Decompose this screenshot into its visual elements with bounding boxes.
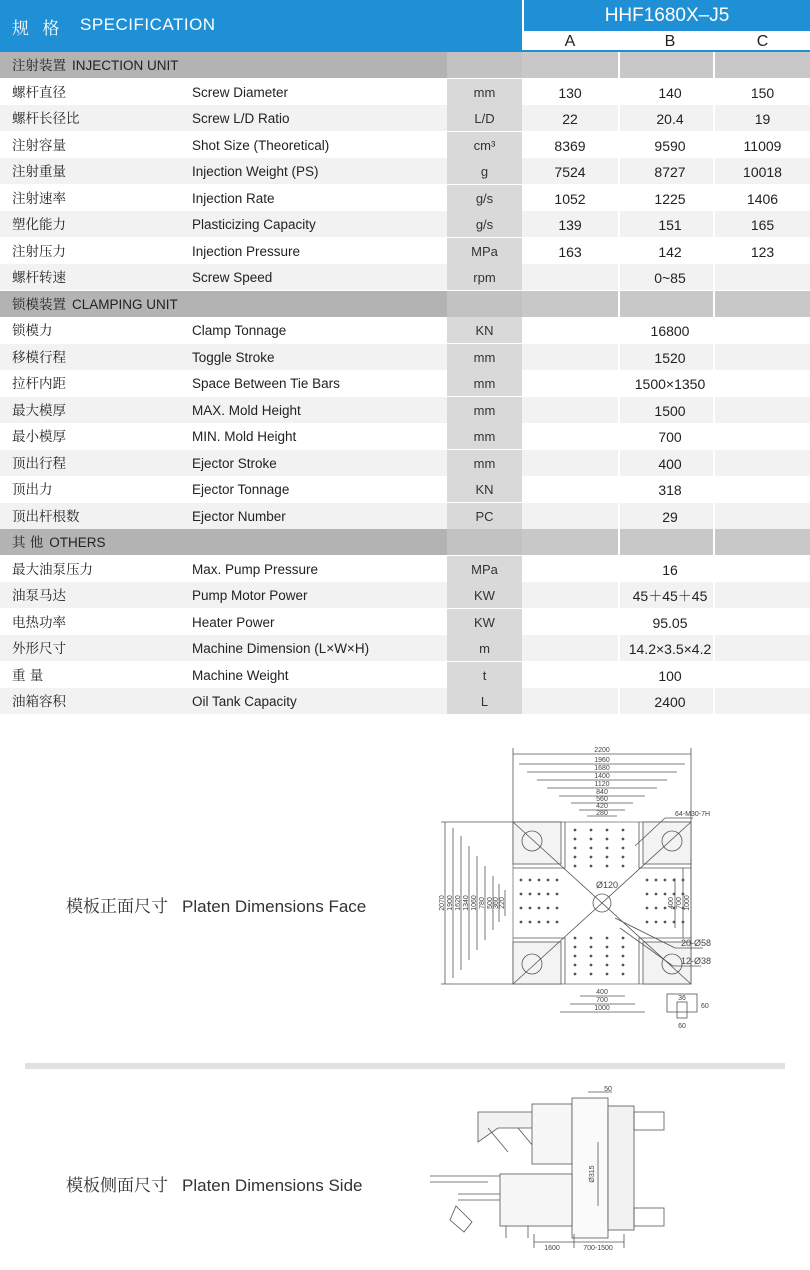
bolt-hole-mark bbox=[590, 829, 593, 832]
bolt-hole-mark bbox=[606, 955, 609, 958]
param-name-cn: 注射重量 bbox=[12, 164, 66, 180]
param-name-cn: 注射容量 bbox=[12, 137, 66, 154]
face-label-cn: 模板正面尺寸 bbox=[66, 897, 168, 917]
bolt-hole-mark bbox=[538, 907, 541, 910]
dim-top-3: 1400 bbox=[594, 773, 610, 780]
bolt-hole-mark bbox=[538, 879, 541, 882]
table-row bbox=[0, 238, 810, 264]
param-unit: mm bbox=[447, 344, 522, 370]
table-row bbox=[0, 609, 810, 635]
bolt-hole-mark bbox=[622, 847, 625, 850]
bolt-hole-mark bbox=[590, 946, 593, 949]
bolt-hole-mark bbox=[622, 865, 625, 868]
bolt-hole-mark bbox=[606, 973, 609, 976]
section-unit-col bbox=[447, 529, 522, 555]
side-label bbox=[66, 1171, 362, 1196]
param-unit: mm bbox=[447, 370, 522, 396]
value-a: 130 bbox=[558, 84, 582, 101]
param-name-en: Shot Size (Theoretical) bbox=[192, 137, 330, 153]
center-hole-label: Ø120 bbox=[595, 880, 619, 890]
bolt-hole-mark bbox=[606, 847, 609, 850]
bolt-hole-mark bbox=[590, 955, 593, 958]
param-name-cn: 注射速率 bbox=[12, 190, 66, 207]
dim-bottom-0: 400 bbox=[596, 989, 608, 996]
param-name-cn: 电热功率 bbox=[12, 614, 66, 631]
param-name-cn: 拉杆内距 bbox=[12, 376, 66, 392]
value-shared: 1500×1350 bbox=[634, 376, 706, 392]
param-name-cn: 顶出行程 bbox=[12, 455, 66, 472]
table-row bbox=[0, 635, 810, 661]
bolt-hole-mark bbox=[529, 879, 532, 882]
table-row bbox=[0, 344, 810, 370]
section-value-col bbox=[522, 529, 810, 555]
table-row bbox=[0, 662, 810, 688]
column-header-a: A bbox=[522, 31, 618, 51]
callout-thread: 64-M30-7H bbox=[675, 811, 711, 818]
bolt-hole-mark bbox=[547, 907, 550, 910]
bolt-hole-mark bbox=[606, 856, 609, 859]
value-shared: 16 bbox=[662, 561, 678, 578]
bolt-hole-mark bbox=[622, 955, 625, 958]
bolt-hole-mark bbox=[574, 964, 577, 967]
param-name-en: Space Between Tie Bars bbox=[192, 376, 340, 391]
param-name-en: Ejector Stroke bbox=[192, 455, 277, 471]
param-unit: mm bbox=[447, 423, 522, 449]
callout-holes-1: 20-Ø58 bbox=[681, 938, 712, 948]
section-title-en: OTHERS bbox=[49, 535, 106, 550]
param-unit: g bbox=[447, 158, 522, 184]
bolt-hole-mark bbox=[574, 856, 577, 859]
dim-top-6: 560 bbox=[596, 796, 608, 803]
table-row bbox=[0, 264, 810, 290]
value-b: 140 bbox=[658, 84, 682, 101]
bolt-hole-mark bbox=[622, 937, 625, 940]
value-c: 123 bbox=[750, 243, 775, 260]
param-name-en: Plasticizing Capacity bbox=[192, 217, 316, 232]
bolt-hole-mark bbox=[606, 838, 609, 841]
bolt-hole-mark bbox=[538, 893, 541, 896]
platen-face-drawing bbox=[435, 738, 735, 1038]
face-label-en: Platen Dimensions Face bbox=[182, 897, 367, 916]
bolt-hole-mark bbox=[606, 937, 609, 940]
section-title bbox=[12, 52, 179, 78]
side-dim-top: 50 bbox=[604, 1086, 612, 1093]
bolt-hole-mark bbox=[520, 907, 523, 910]
dim-left-4: 1060 bbox=[471, 895, 478, 911]
bolt-hole-mark bbox=[664, 921, 667, 924]
dim-top-7: 420 bbox=[596, 803, 608, 810]
bolt-hole-mark bbox=[556, 907, 559, 910]
param-name-en: MAX. Mold Height bbox=[192, 402, 301, 418]
value-shared: 29 bbox=[662, 508, 678, 525]
value-shared: 95.05 bbox=[652, 614, 688, 631]
param-unit: MPa bbox=[447, 556, 522, 582]
dim-right-0: 400 bbox=[668, 897, 675, 909]
section-unit-col bbox=[447, 291, 522, 317]
bolt-hole-mark bbox=[590, 964, 593, 967]
value-shared: 45＋45＋45 bbox=[632, 588, 708, 604]
value-c: 10018 bbox=[743, 164, 782, 180]
bolt-hole-mark bbox=[622, 838, 625, 841]
bolt-hole-mark bbox=[606, 964, 609, 967]
bolt-hole-mark bbox=[622, 829, 625, 832]
value-b: 151 bbox=[658, 217, 682, 233]
bolt-hole-mark bbox=[574, 946, 577, 949]
param-name-en: Heater Power bbox=[192, 614, 275, 630]
value-shared: 1500 bbox=[654, 402, 686, 419]
bolt-hole-mark bbox=[520, 893, 523, 896]
param-name-cn: 最大油泵压力 bbox=[12, 561, 93, 578]
value-shared: 0~85 bbox=[654, 270, 686, 286]
section-header bbox=[0, 52, 810, 78]
param-name-cn: 油泵马达 bbox=[12, 588, 66, 604]
bolt-hole-mark bbox=[529, 907, 532, 910]
param-name-en: Screw Speed bbox=[192, 270, 273, 285]
value-shared: 16800 bbox=[650, 323, 690, 339]
column-header-b: B bbox=[622, 31, 718, 51]
param-name-cn: 最小模厚 bbox=[12, 429, 66, 445]
value-c: 1406 bbox=[746, 190, 779, 207]
param-name-cn: 移模行程 bbox=[12, 349, 66, 366]
param-name-en: Toggle Stroke bbox=[192, 349, 275, 365]
bolt-hole-mark bbox=[590, 847, 593, 850]
bolt-hole-mark bbox=[556, 879, 559, 882]
param-name-en: Screw L/D Ratio bbox=[192, 111, 290, 126]
bolt-hole-mark bbox=[622, 946, 625, 949]
section-title-cn: 注射装置 bbox=[12, 58, 66, 74]
platen-side-drawing bbox=[428, 1082, 678, 1254]
value-b: 20.4 bbox=[656, 111, 684, 127]
table-row bbox=[0, 582, 810, 608]
param-name-cn: 最大模厚 bbox=[12, 402, 66, 419]
bolt-hole-mark bbox=[664, 879, 667, 882]
param-name-cn: 螺杆转速 bbox=[12, 270, 66, 286]
param-name-cn: 注射压力 bbox=[12, 243, 66, 260]
dim-right-1: 700 bbox=[676, 897, 683, 909]
drawing-separator bbox=[25, 1063, 785, 1069]
dim-top-2: 1680 bbox=[594, 765, 610, 772]
bolt-hole-mark bbox=[646, 907, 649, 910]
param-name-en: Ejector Tonnage bbox=[192, 482, 290, 497]
bolt-hole-mark bbox=[590, 973, 593, 976]
table-row bbox=[0, 688, 810, 714]
bolt-hole-mark bbox=[529, 893, 532, 896]
param-unit: mm bbox=[447, 450, 522, 476]
value-c: 165 bbox=[750, 217, 775, 233]
param-unit: PC bbox=[447, 503, 522, 529]
bolt-hole-mark bbox=[606, 829, 609, 832]
bolt-hole-mark bbox=[556, 921, 559, 924]
dim-left-0: 2070 bbox=[439, 895, 446, 911]
table-row bbox=[0, 105, 810, 131]
section-value-col bbox=[522, 52, 810, 78]
value-a: 7524 bbox=[554, 164, 586, 180]
dim-left-7: 360 bbox=[493, 897, 500, 909]
column-divider bbox=[713, 52, 715, 715]
spec-header bbox=[0, 0, 522, 50]
section-header bbox=[0, 291, 810, 317]
param-name-en: Max. Pump Pressure bbox=[192, 561, 319, 577]
param-name-en: Ejector Number bbox=[192, 508, 286, 524]
side-dim-bottom-2: 700-1500 bbox=[583, 1245, 613, 1252]
table-row bbox=[0, 79, 810, 105]
dim-top-8: 280 bbox=[596, 810, 608, 817]
value-a: 1052 bbox=[554, 190, 586, 207]
bolt-hole-mark bbox=[547, 879, 550, 882]
table-row bbox=[0, 158, 810, 184]
param-unit: KN bbox=[447, 317, 522, 343]
table-row bbox=[0, 185, 810, 211]
section-title-cn: 锁模装置 bbox=[12, 296, 66, 313]
dim-left-3: 1340 bbox=[463, 895, 470, 911]
bolt-hole-mark bbox=[622, 964, 625, 967]
dim-left-2: 1620 bbox=[455, 895, 462, 911]
bolt-hole-mark bbox=[590, 856, 593, 859]
table-row bbox=[0, 450, 810, 476]
table-row bbox=[0, 132, 810, 158]
value-shared: 400 bbox=[658, 455, 682, 472]
param-unit: t bbox=[447, 662, 522, 688]
bolt-hole-mark bbox=[682, 921, 685, 924]
dim-left-1: 1900 bbox=[447, 895, 454, 911]
bolt-hole-mark bbox=[574, 865, 577, 868]
value-shared: 100 bbox=[658, 667, 682, 684]
param-name-en: MIN. Mold Height bbox=[192, 429, 297, 444]
param-name-cn: 螺杆直径 bbox=[12, 84, 66, 101]
bolt-hole-mark bbox=[520, 921, 523, 924]
detail-dim-1: 60 bbox=[701, 1003, 709, 1010]
value-a: 8369 bbox=[554, 137, 586, 154]
value-shared: 14.2×3.5×4.2 bbox=[628, 641, 712, 657]
param-unit: m bbox=[447, 635, 522, 661]
table-row bbox=[0, 211, 810, 237]
detail-dim-0: 36 bbox=[678, 995, 686, 1002]
bolt-hole-mark bbox=[673, 879, 676, 882]
section-title-cn: 其 他 bbox=[12, 535, 44, 551]
bolt-hole-mark bbox=[520, 879, 523, 882]
bolt-hole-mark bbox=[538, 921, 541, 924]
bolt-hole-mark bbox=[556, 893, 559, 896]
title-en: SPECIFICATION bbox=[80, 15, 216, 34]
value-a: 22 bbox=[562, 111, 578, 127]
param-unit: L bbox=[447, 688, 522, 714]
bolt-hole-mark bbox=[664, 907, 667, 910]
bolt-hole-mark bbox=[574, 829, 577, 832]
dim-top-5: 840 bbox=[596, 789, 608, 796]
side-label-cn: 模板侧面尺寸 bbox=[66, 1176, 168, 1196]
column-header-c: C bbox=[715, 31, 810, 51]
param-name-en: Machine Weight bbox=[192, 667, 289, 683]
param-name-en: Screw Diameter bbox=[192, 84, 289, 100]
param-unit: g/s bbox=[447, 185, 522, 211]
section-title-en: CLAMPING UNIT bbox=[72, 296, 178, 312]
param-unit: L/D bbox=[447, 105, 522, 131]
value-shared: 1520 bbox=[654, 349, 686, 366]
bolt-hole-mark bbox=[646, 921, 649, 924]
dim-left-8: 220 bbox=[499, 897, 506, 909]
table-row bbox=[0, 397, 810, 423]
dim-bottom-2: 1000 bbox=[594, 1005, 610, 1012]
param-unit: rpm bbox=[447, 264, 522, 290]
bolt-hole-mark bbox=[622, 856, 625, 859]
bolt-hole-mark bbox=[682, 893, 685, 896]
bolt-hole-mark bbox=[574, 937, 577, 940]
bolt-hole-mark bbox=[622, 973, 625, 976]
title-cn: 规 格 bbox=[12, 19, 64, 39]
param-name-cn: 螺杆长径比 bbox=[12, 111, 80, 127]
bolt-hole-mark bbox=[682, 879, 685, 882]
param-unit: g/s bbox=[447, 211, 522, 237]
value-a: 139 bbox=[558, 217, 582, 233]
param-name-cn: 锁模力 bbox=[12, 323, 53, 339]
table-row bbox=[0, 556, 810, 582]
dim-left-6: 500 bbox=[487, 897, 494, 909]
bolt-hole-mark bbox=[529, 921, 532, 924]
param-unit: KW bbox=[447, 582, 522, 608]
bolt-hole-mark bbox=[655, 893, 658, 896]
bolt-hole-mark bbox=[574, 973, 577, 976]
bolt-hole-mark bbox=[646, 893, 649, 896]
side-dim-bottom-1: 1600 bbox=[544, 1245, 560, 1252]
dim-left-5: 780 bbox=[479, 897, 486, 909]
bolt-hole-mark bbox=[606, 865, 609, 868]
face-label bbox=[66, 892, 366, 917]
param-name-en: Injection Weight (PS) bbox=[192, 164, 319, 179]
bolt-hole-mark bbox=[574, 838, 577, 841]
value-b: 9590 bbox=[654, 137, 686, 154]
bolt-hole-mark bbox=[547, 893, 550, 896]
section-title bbox=[12, 529, 106, 555]
param-name-cn: 油箱容积 bbox=[12, 694, 66, 710]
section-header bbox=[0, 529, 810, 555]
dim-top-1: 1960 bbox=[594, 757, 610, 764]
param-unit: KW bbox=[447, 609, 522, 635]
bolt-hole-mark bbox=[590, 937, 593, 940]
value-c: 150 bbox=[750, 84, 775, 101]
bolt-hole-mark bbox=[590, 838, 593, 841]
bolt-hole-mark bbox=[547, 921, 550, 924]
side-dim-vertical: Ø315 bbox=[589, 1165, 596, 1183]
bolt-hole-mark bbox=[673, 921, 676, 924]
section-title bbox=[12, 291, 178, 317]
dim-top-4: 1120 bbox=[594, 781, 610, 788]
param-name-cn: 重 量 bbox=[12, 667, 44, 684]
dim-bottom-1: 700 bbox=[596, 997, 608, 1004]
value-shared: 318 bbox=[658, 482, 682, 498]
column-divider bbox=[618, 52, 620, 715]
value-b: 8727 bbox=[654, 164, 686, 180]
param-name-cn: 顶出杆根数 bbox=[12, 508, 80, 525]
model-name: HHF1680X–J5 bbox=[524, 0, 810, 31]
param-name-en: Injection Pressure bbox=[192, 243, 301, 259]
section-title-en: INJECTION UNIT bbox=[72, 58, 179, 73]
detail-dim-2: 60 bbox=[678, 1023, 686, 1030]
param-name-cn: 塑化能力 bbox=[12, 217, 66, 233]
bolt-hole-mark bbox=[606, 946, 609, 949]
param-unit: KN bbox=[447, 476, 522, 502]
bolt-hole-mark bbox=[664, 893, 667, 896]
param-name-cn: 顶出力 bbox=[12, 482, 53, 498]
param-name-cn: 外形尺寸 bbox=[12, 641, 66, 657]
bolt-hole-mark bbox=[574, 847, 577, 850]
param-unit: mm bbox=[447, 397, 522, 423]
section-value-col bbox=[522, 291, 810, 317]
value-c: 11009 bbox=[743, 137, 782, 154]
bolt-hole-mark bbox=[574, 955, 577, 958]
dim-top-0: 2200 bbox=[594, 747, 610, 754]
bolt-hole-mark bbox=[655, 921, 658, 924]
value-b: 1225 bbox=[654, 190, 686, 207]
dim-right-2: 1000 bbox=[684, 895, 691, 911]
param-unit: MPa bbox=[447, 238, 522, 264]
value-shared: 2400 bbox=[654, 694, 686, 710]
side-label-en: Platen Dimensions Side bbox=[182, 1176, 363, 1195]
table-row bbox=[0, 370, 810, 396]
table-row bbox=[0, 476, 810, 502]
param-name-en: Clamp Tonnage bbox=[192, 323, 287, 338]
table-row bbox=[0, 423, 810, 449]
value-c: 19 bbox=[754, 111, 771, 127]
value-b: 142 bbox=[658, 243, 682, 260]
param-name-en: Oil Tank Capacity bbox=[192, 694, 297, 709]
bolt-hole-mark bbox=[646, 879, 649, 882]
bolt-hole-mark bbox=[590, 865, 593, 868]
section-unit-col bbox=[447, 52, 522, 78]
value-shared: 700 bbox=[658, 429, 682, 445]
callout-holes-2: 12-Ø38 bbox=[681, 956, 712, 966]
param-name-en: Machine Dimension (L×W×H) bbox=[192, 641, 370, 656]
param-unit: mm bbox=[447, 79, 522, 105]
table-row bbox=[0, 317, 810, 343]
value-a: 163 bbox=[558, 243, 582, 260]
bolt-hole-mark bbox=[673, 893, 676, 896]
param-unit: cm³ bbox=[447, 132, 522, 158]
bolt-hole-mark bbox=[655, 879, 658, 882]
table-row bbox=[0, 503, 810, 529]
bolt-hole-mark bbox=[655, 907, 658, 910]
param-name-en: Pump Motor Power bbox=[192, 588, 308, 603]
param-name-en: Injection Rate bbox=[192, 190, 275, 206]
